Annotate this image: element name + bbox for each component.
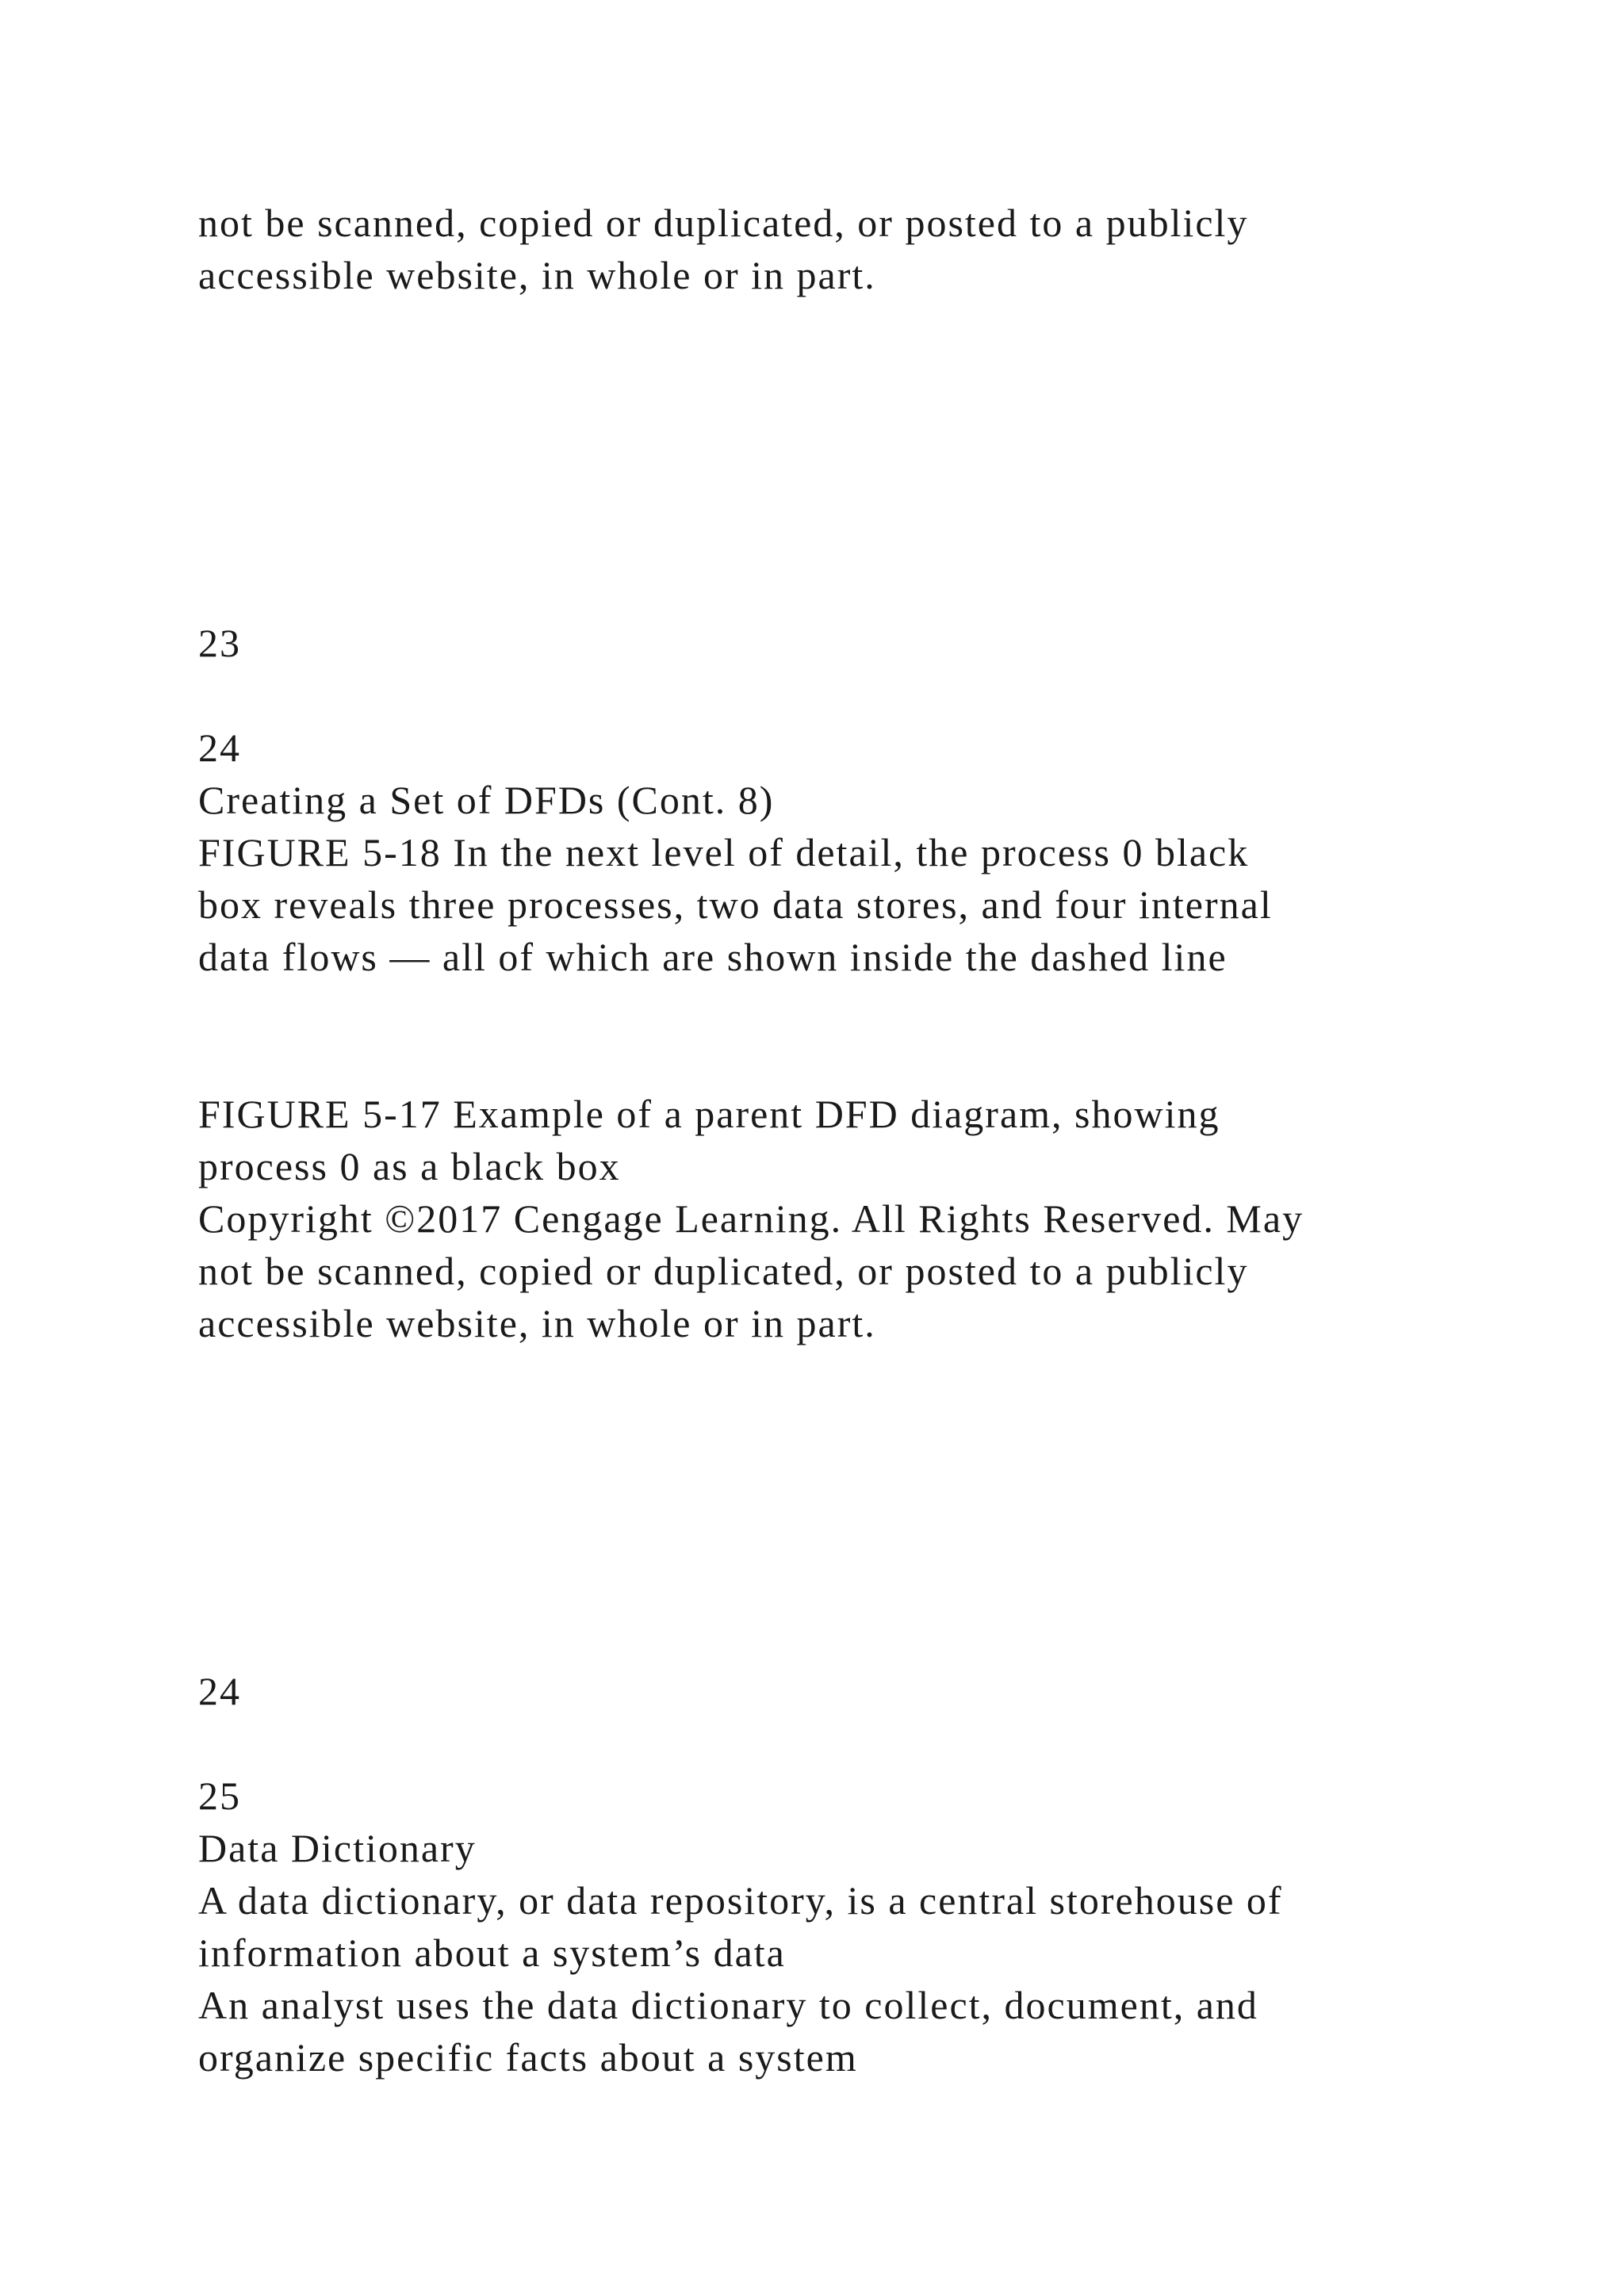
copyright-notice-line-3: accessible website, in whole or in part. <box>198 1301 876 1345</box>
slide-title: Creating a Set of DFDs (Cont. 8) <box>198 778 775 822</box>
figure-caption-line: box reveals three processes, two data stores, and four internal <box>198 882 1273 927</box>
slide-number: 24 <box>198 725 241 770</box>
slide-number: 24 <box>198 1669 241 1713</box>
copyright-notice-line-1: Copyright ©2017 Cengage Learning. All Rights Reserved. May <box>198 1196 1304 1241</box>
copyright-notice-line-2: not be scanned, copied or duplicated, or posted to a publicly <box>198 1249 1249 1293</box>
slide-number: 25 <box>198 1774 241 1818</box>
figure-caption-line: FIGURE 5-18 In the next level of detail, the process 0 black <box>198 830 1250 874</box>
slide-title: Data Dictionary <box>198 1826 477 1870</box>
figure-caption-line: data flows — all of which are shown inside the dashed line <box>198 935 1228 979</box>
body-text-line: information about a system’s data <box>198 1931 786 1975</box>
copyright-notice-line-3: accessible website, in whole or in part. <box>198 253 876 297</box>
body-text-line: An analyst uses the data dictionary to collect, document, and <box>198 1983 1258 2027</box>
figure-caption-line: FIGURE 5-17 Example of a parent DFD diagram, showing <box>198 1092 1220 1136</box>
figure-caption-line: process 0 as a black box <box>198 1144 621 1188</box>
copyright-notice-line-2: not be scanned, copied or duplicated, or posted to a publicly <box>198 201 1249 245</box>
body-text-line: A data dictionary, or data repository, is a central storehouse of <box>198 1878 1283 1923</box>
body-text-line: organize specific facts about a system <box>198 2035 858 2080</box>
slide-number: 23 <box>198 621 241 665</box>
